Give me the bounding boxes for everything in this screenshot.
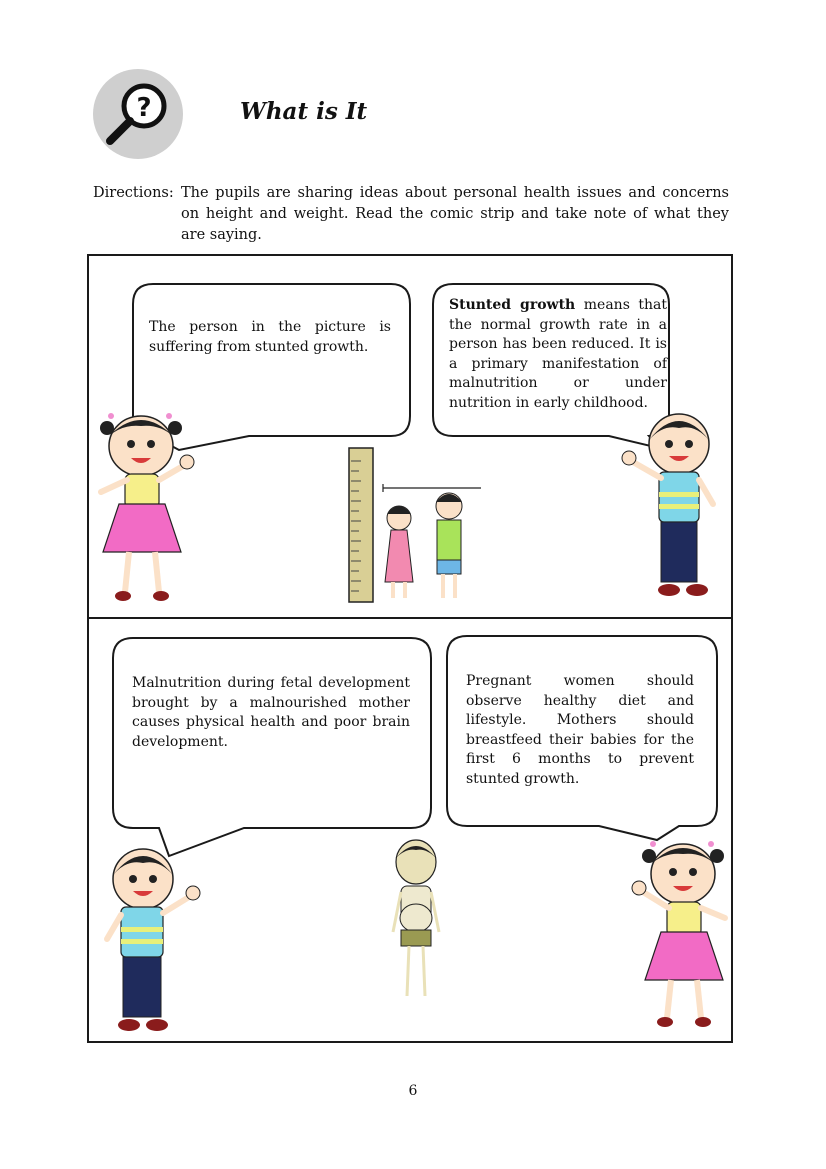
- directions-text: The pupils are sharing ideas about personal health issues and concerns on height and weight. Read the comic strip and take note of what they are saying.: [181, 185, 729, 243]
- malnourished-child-illustration: [381, 836, 451, 1006]
- speech-bubble-2-text: [449, 296, 667, 413]
- speech-bubble-1-text: The person in the picture is suffering from stunted growth.: [149, 319, 391, 355]
- magnifier-question-icon: [92, 68, 184, 160]
- stunted-growth-definition: means that the normal growth rate in a person has been reduced. It is a primary manifestation of malnutrition or under nutrition in early childhood.: [449, 297, 668, 411]
- boy-illustration: [619, 406, 733, 606]
- page-number: 6: [408, 1083, 418, 1099]
- boy-illustration-2: [99, 841, 213, 1041]
- directions-label: Directions:: [93, 185, 174, 201]
- speech-bubble-3-text: Malnutrition during fetal development brought by a malnourished mother causes physical health and poor brain development.: [132, 675, 410, 750]
- girl-illustration: [89, 406, 209, 606]
- height-chart-illustration: [347, 446, 487, 606]
- girl-illustration-2: [629, 834, 733, 1034]
- comic-strip: [87, 254, 733, 1043]
- svg-text:?: ?: [136, 93, 152, 123]
- directions: [93, 183, 729, 246]
- speech-bubble-4-text: Pregnant women should observe healthy diet and lifestyle. Mothers should breastfeed their babies for the first 6 months to prevent stunted growth.: [466, 673, 694, 787]
- term-stunted-growth: Stunted growth: [449, 297, 576, 313]
- page-title: What is It: [240, 98, 368, 125]
